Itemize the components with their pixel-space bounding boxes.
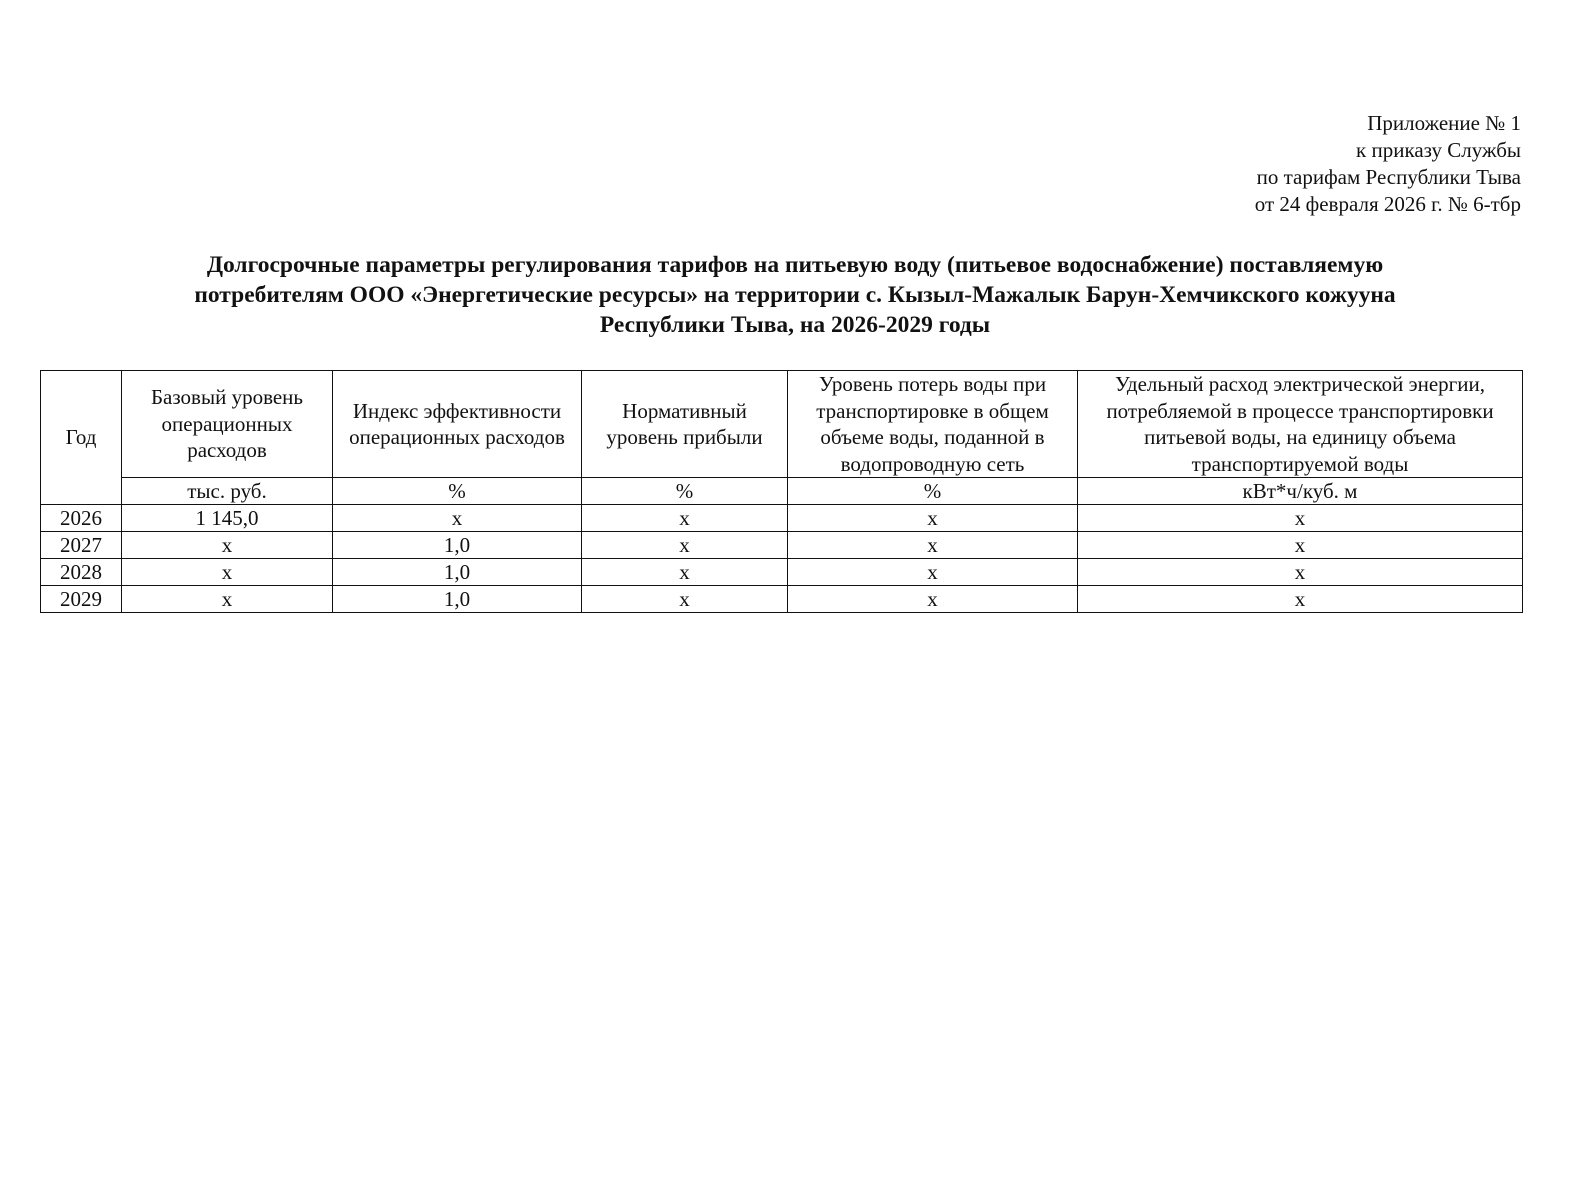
- header-efficiency-index: Индекс эффективности операционных расходов: [333, 371, 582, 478]
- appendix-number: Приложение № 1: [1367, 111, 1521, 135]
- table-row: [41, 505, 1523, 532]
- unit-base-level: тыс. руб.: [122, 478, 333, 505]
- cell-profit-level: х: [582, 505, 788, 532]
- cell-year: 2026: [41, 505, 122, 532]
- cell-water-losses: х: [788, 559, 1078, 586]
- table-row: [41, 559, 1523, 586]
- document-title: [40, 250, 1550, 340]
- cell-efficiency-index: 1,0: [333, 532, 582, 559]
- title-line: Долгосрочные параметры регулирования тарифов на питьевую воду (питьевое водоснабжение) поставляемую: [206, 252, 1384, 278]
- table-units-row: [41, 478, 1523, 505]
- cell-energy-consumption: х: [1078, 505, 1523, 532]
- unit-energy-consumption: кВт*ч/куб. м: [1078, 478, 1523, 505]
- cell-efficiency-index: 1,0: [333, 559, 582, 586]
- appendix-service: по тарифам Республики Тыва: [1256, 165, 1521, 189]
- appendix-date: от 24 февраля 2026 г. № 6-тбр: [1254, 192, 1521, 216]
- cell-profit-level: х: [582, 532, 788, 559]
- cell-energy-consumption: х: [1078, 586, 1523, 613]
- header-base-level: Базовый уровень операционных расходов: [122, 371, 333, 478]
- cell-base-level: х: [122, 586, 333, 613]
- cell-year: 2029: [41, 586, 122, 613]
- cell-water-losses: х: [788, 505, 1078, 532]
- table-row: [41, 586, 1523, 613]
- cell-profit-level: х: [582, 586, 788, 613]
- cell-water-losses: х: [788, 532, 1078, 559]
- unit-efficiency-index: %: [333, 478, 582, 505]
- cell-year: 2027: [41, 532, 122, 559]
- title-line: Республики Тыва, на 2026-2029 годы: [599, 312, 991, 338]
- appendix-block: [1255, 110, 1521, 218]
- appendix-order-ref: к приказу Службы: [1356, 138, 1521, 162]
- cell-water-losses: х: [788, 586, 1078, 613]
- header-profit-level: Нормативный уровень прибыли: [582, 371, 788, 478]
- table-row: [41, 532, 1523, 559]
- cell-base-level: х: [122, 559, 333, 586]
- header-year: Год: [41, 371, 122, 505]
- header-water-losses: Уровень потерь воды при транспортировке в общем объеме воды, поданной в водопроводную сеть: [788, 371, 1078, 478]
- cell-year: 2028: [41, 559, 122, 586]
- unit-profit-level: %: [582, 478, 788, 505]
- parameters-table: [40, 370, 1523, 613]
- header-energy-consumption: Удельный расход электрической энергии, потребляемой в процессе транспортировки питьевой воды, на единицу объема транспортируемой воды: [1078, 371, 1523, 478]
- cell-base-level: х: [122, 532, 333, 559]
- unit-water-losses: %: [788, 478, 1078, 505]
- cell-efficiency-index: х: [333, 505, 582, 532]
- cell-energy-consumption: х: [1078, 532, 1523, 559]
- cell-energy-consumption: х: [1078, 559, 1523, 586]
- table-header-row: [41, 371, 1523, 478]
- cell-efficiency-index: 1,0: [333, 586, 582, 613]
- cell-base-level: 1 145,0: [122, 505, 333, 532]
- title-line: потребителям ООО «Энергетические ресурсы» на территории с. Кызыл-Мажалык Барун-Хемчикского кожууна: [194, 282, 1396, 308]
- cell-profit-level: х: [582, 559, 788, 586]
